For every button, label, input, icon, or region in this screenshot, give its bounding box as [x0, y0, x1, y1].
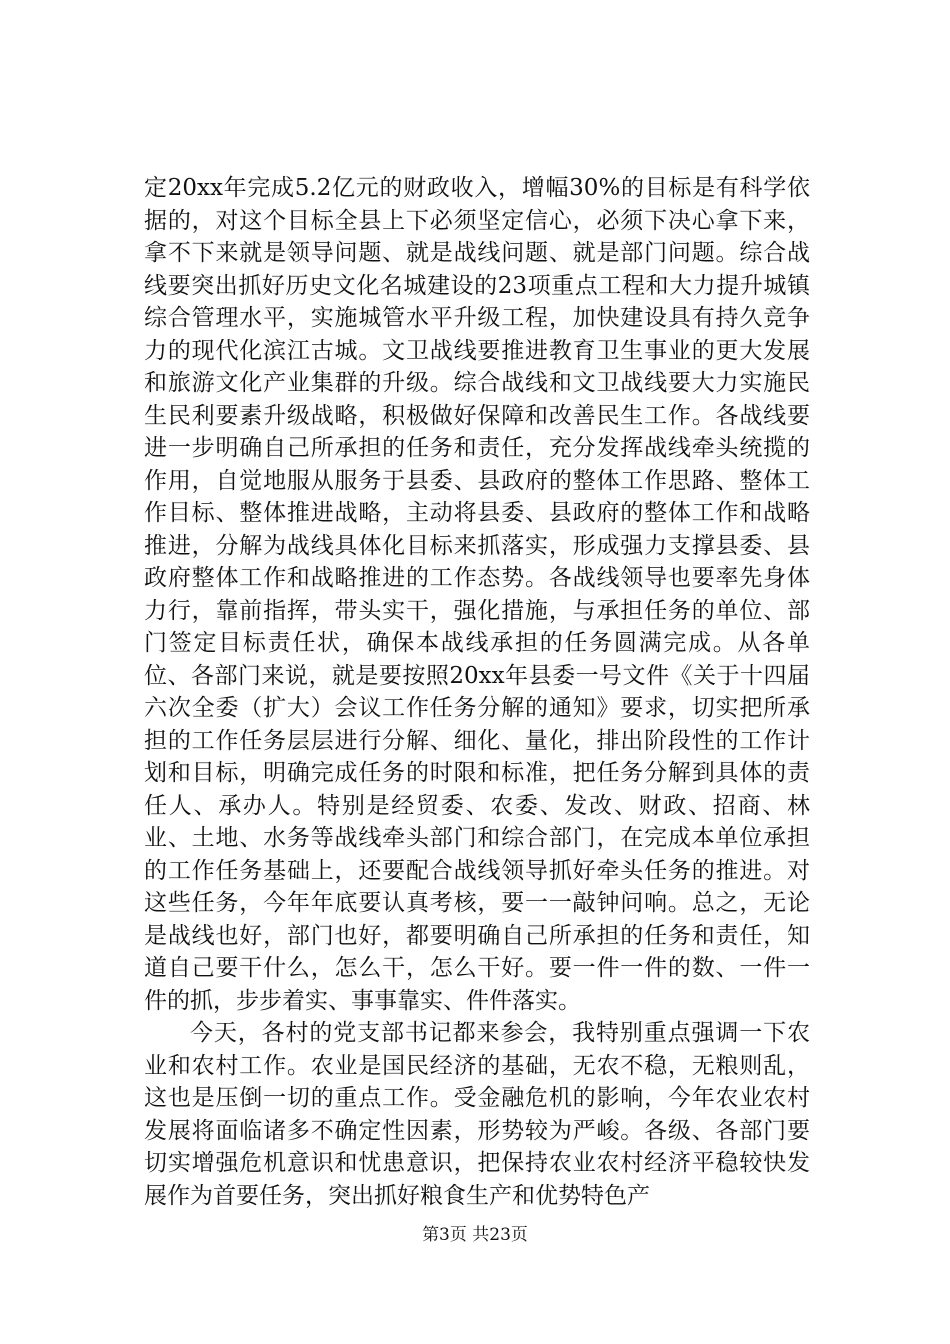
page-number: 第3页 共23页	[422, 1225, 528, 1245]
page-footer	[0, 1220, 950, 1245]
document-body	[144, 172, 810, 1212]
paragraph-1: 定20xx年完成5.2亿元的财政收入，增幅30%的目标是有科学依据的，对这个目标全县上下必须坚定信心，必须下决心拿下来，拿不下来就是领导问题、就是战线问题、就是部门问题。综合战线要突出抓好历史文化名城建设的23项重点工程和大力提升城镇综合管理水平，实施城管水平升级工程，加快建设具有持久竞争力的现代化滨江古城。文卫战线要推进教育卫生事业的更大发展和旅游文化产业集群的升级。综合战线和文卫战线要大力实施民生民利要素升级战略，积极做好保障和改善民生工作。各战线要进一步明确自己所承担的任务和责任，充分发挥战线牵头统揽的作用，自觉地服从服务于县委、县政府的整体工作思路、整体工作目标、整体推进战略，主动将县委、县政府的整体工作和战略推进，分解为战线具体化目标来抓落实，形成强力支撑县委、县政府整体工作和战略推进的工作态势。各战线领导也要率先身体力行，靠前指挥，带头实干，强化措施，与承担任务的单位、部门签定目标责任状，确保本战线承担的任务圆满完成。从各单位、各部门来说，就是要按照20xx年县委一号文件《关于十四届六次全委（扩大）会议工作任务分解的通知》要求，切实把所承担的工作任务层层进行分解、细化、量化，排出阶段性的工作计划和目标，明确完成任务的时限和标准，把任务分解到具体的责任人、承办人。特别是经贸委、农委、发改、财政、招商、林业、土地、水务等战线牵头部门和综合部门，在完成本单位承担的工作任务基础上，还要配合战线领导抓好牵头任务的推进。对这些任务，今年年底要认真考核，要一一敲钟问响。总之，无论是战线也好，部门也好，都要明确自己所承担的任务和责任，知道自己要干什么，怎么干，怎么干好。要一件一件的数、一件一件的抓，步步着实、事事靠实、件件落实。	[144, 175, 810, 1014]
paragraph-2: 今天，各村的党支部书记都来参会，我特别重点强调一下农业和农村工作。农业是国民经济的基础，无农不稳，无粮则乱，这也是压倒一切的重点工作。受金融危机的影响，今年农业农村发展将面临诸多不确定性因素，形势较为严峻。各级、各部门要切实增强危机意识和忧患意识，把保持农业农村经济平稳较快发展作为首要任务，突出抓好粮食生产和优势特色产	[144, 1020, 810, 1209]
